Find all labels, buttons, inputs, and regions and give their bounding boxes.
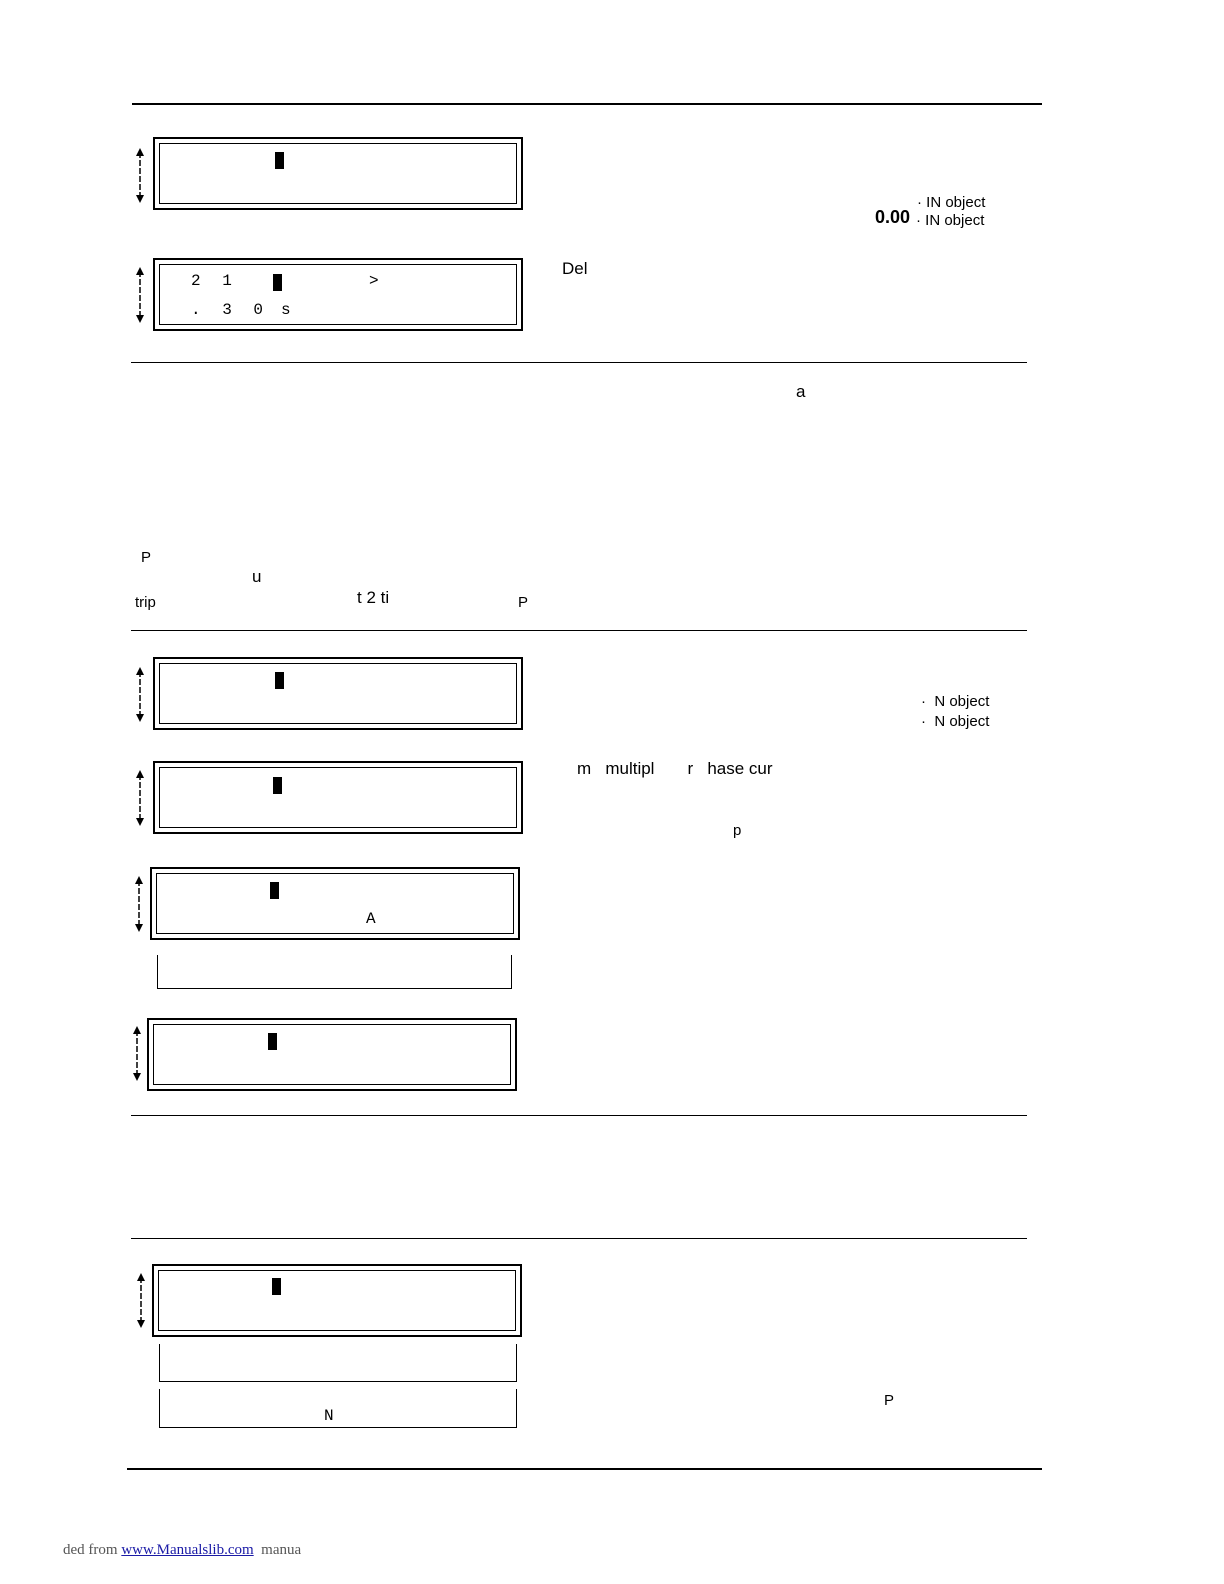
bracket-label: N	[324, 1407, 334, 1425]
lcd-display-1	[153, 137, 523, 210]
del-label: Del	[562, 259, 588, 278]
bracket-box	[157, 955, 512, 989]
in-object-text-2: · IN object	[916, 212, 985, 229]
n-object-text-2: · N object	[921, 713, 990, 730]
bottom-rule	[127, 1468, 1042, 1470]
manualslib-link[interactable]: www.Manualslib.com	[121, 1542, 254, 1558]
up-down-arrow-icon	[131, 1026, 143, 1081]
lcd-display-4	[153, 761, 523, 834]
lcd-line-2: A	[366, 910, 382, 928]
bracket-box-n	[159, 1389, 517, 1428]
lcd-display-6	[147, 1018, 517, 1091]
lcd-cursor	[268, 1033, 277, 1050]
lcd-line-1: 2 1	[191, 272, 238, 290]
lcd-display-5	[150, 867, 520, 940]
trip-note: trip	[135, 594, 156, 611]
up-down-arrow-icon	[134, 667, 146, 722]
lcd-line-2-right: s	[281, 301, 297, 319]
in-object-text-1: · IN object	[917, 194, 986, 211]
p-note: P	[141, 549, 152, 566]
lcd-cursor	[275, 672, 284, 689]
a-label: a	[796, 382, 806, 401]
footer-prefix: ded from	[63, 1542, 122, 1558]
section-rule-3	[131, 1115, 1027, 1116]
up-down-arrow-icon	[135, 1273, 147, 1328]
lcd-line-2: . 3 0	[191, 301, 270, 319]
lcd-display-2	[153, 258, 523, 331]
footer	[63, 1542, 301, 1559]
n-object-text-1: · N object	[921, 693, 990, 710]
lcd-cursor	[272, 1278, 281, 1295]
p-small-label: p	[733, 822, 742, 839]
t2ti-note: t 2 ti	[357, 588, 390, 607]
bracket-box	[159, 1344, 517, 1382]
section-rule-1	[131, 362, 1027, 363]
lcd-cursor	[275, 152, 284, 169]
up-down-arrow-icon	[134, 148, 146, 203]
up-down-arrow-icon	[134, 267, 146, 323]
lcd-cursor	[270, 882, 279, 899]
lcd-display-3	[153, 657, 523, 730]
up-down-arrow-icon	[134, 770, 146, 826]
up-down-arrow-icon	[133, 876, 145, 932]
lcd-cursor	[273, 777, 282, 794]
lcd-cursor	[273, 274, 282, 291]
multiplier-text: m multipl r hase cur	[577, 759, 773, 778]
section-rule-2	[131, 630, 1027, 631]
in-object-value: 0.00	[875, 207, 911, 227]
lcd-line-1-right: >	[369, 272, 385, 290]
section-rule-4	[131, 1238, 1027, 1239]
lcd-display-7	[152, 1264, 522, 1337]
p-lower-label: P	[884, 1392, 895, 1409]
p-note-2: P	[518, 594, 529, 611]
u-note: u	[252, 567, 262, 586]
footer-suffix: manua	[253, 1542, 302, 1558]
top-rule	[132, 103, 1042, 105]
